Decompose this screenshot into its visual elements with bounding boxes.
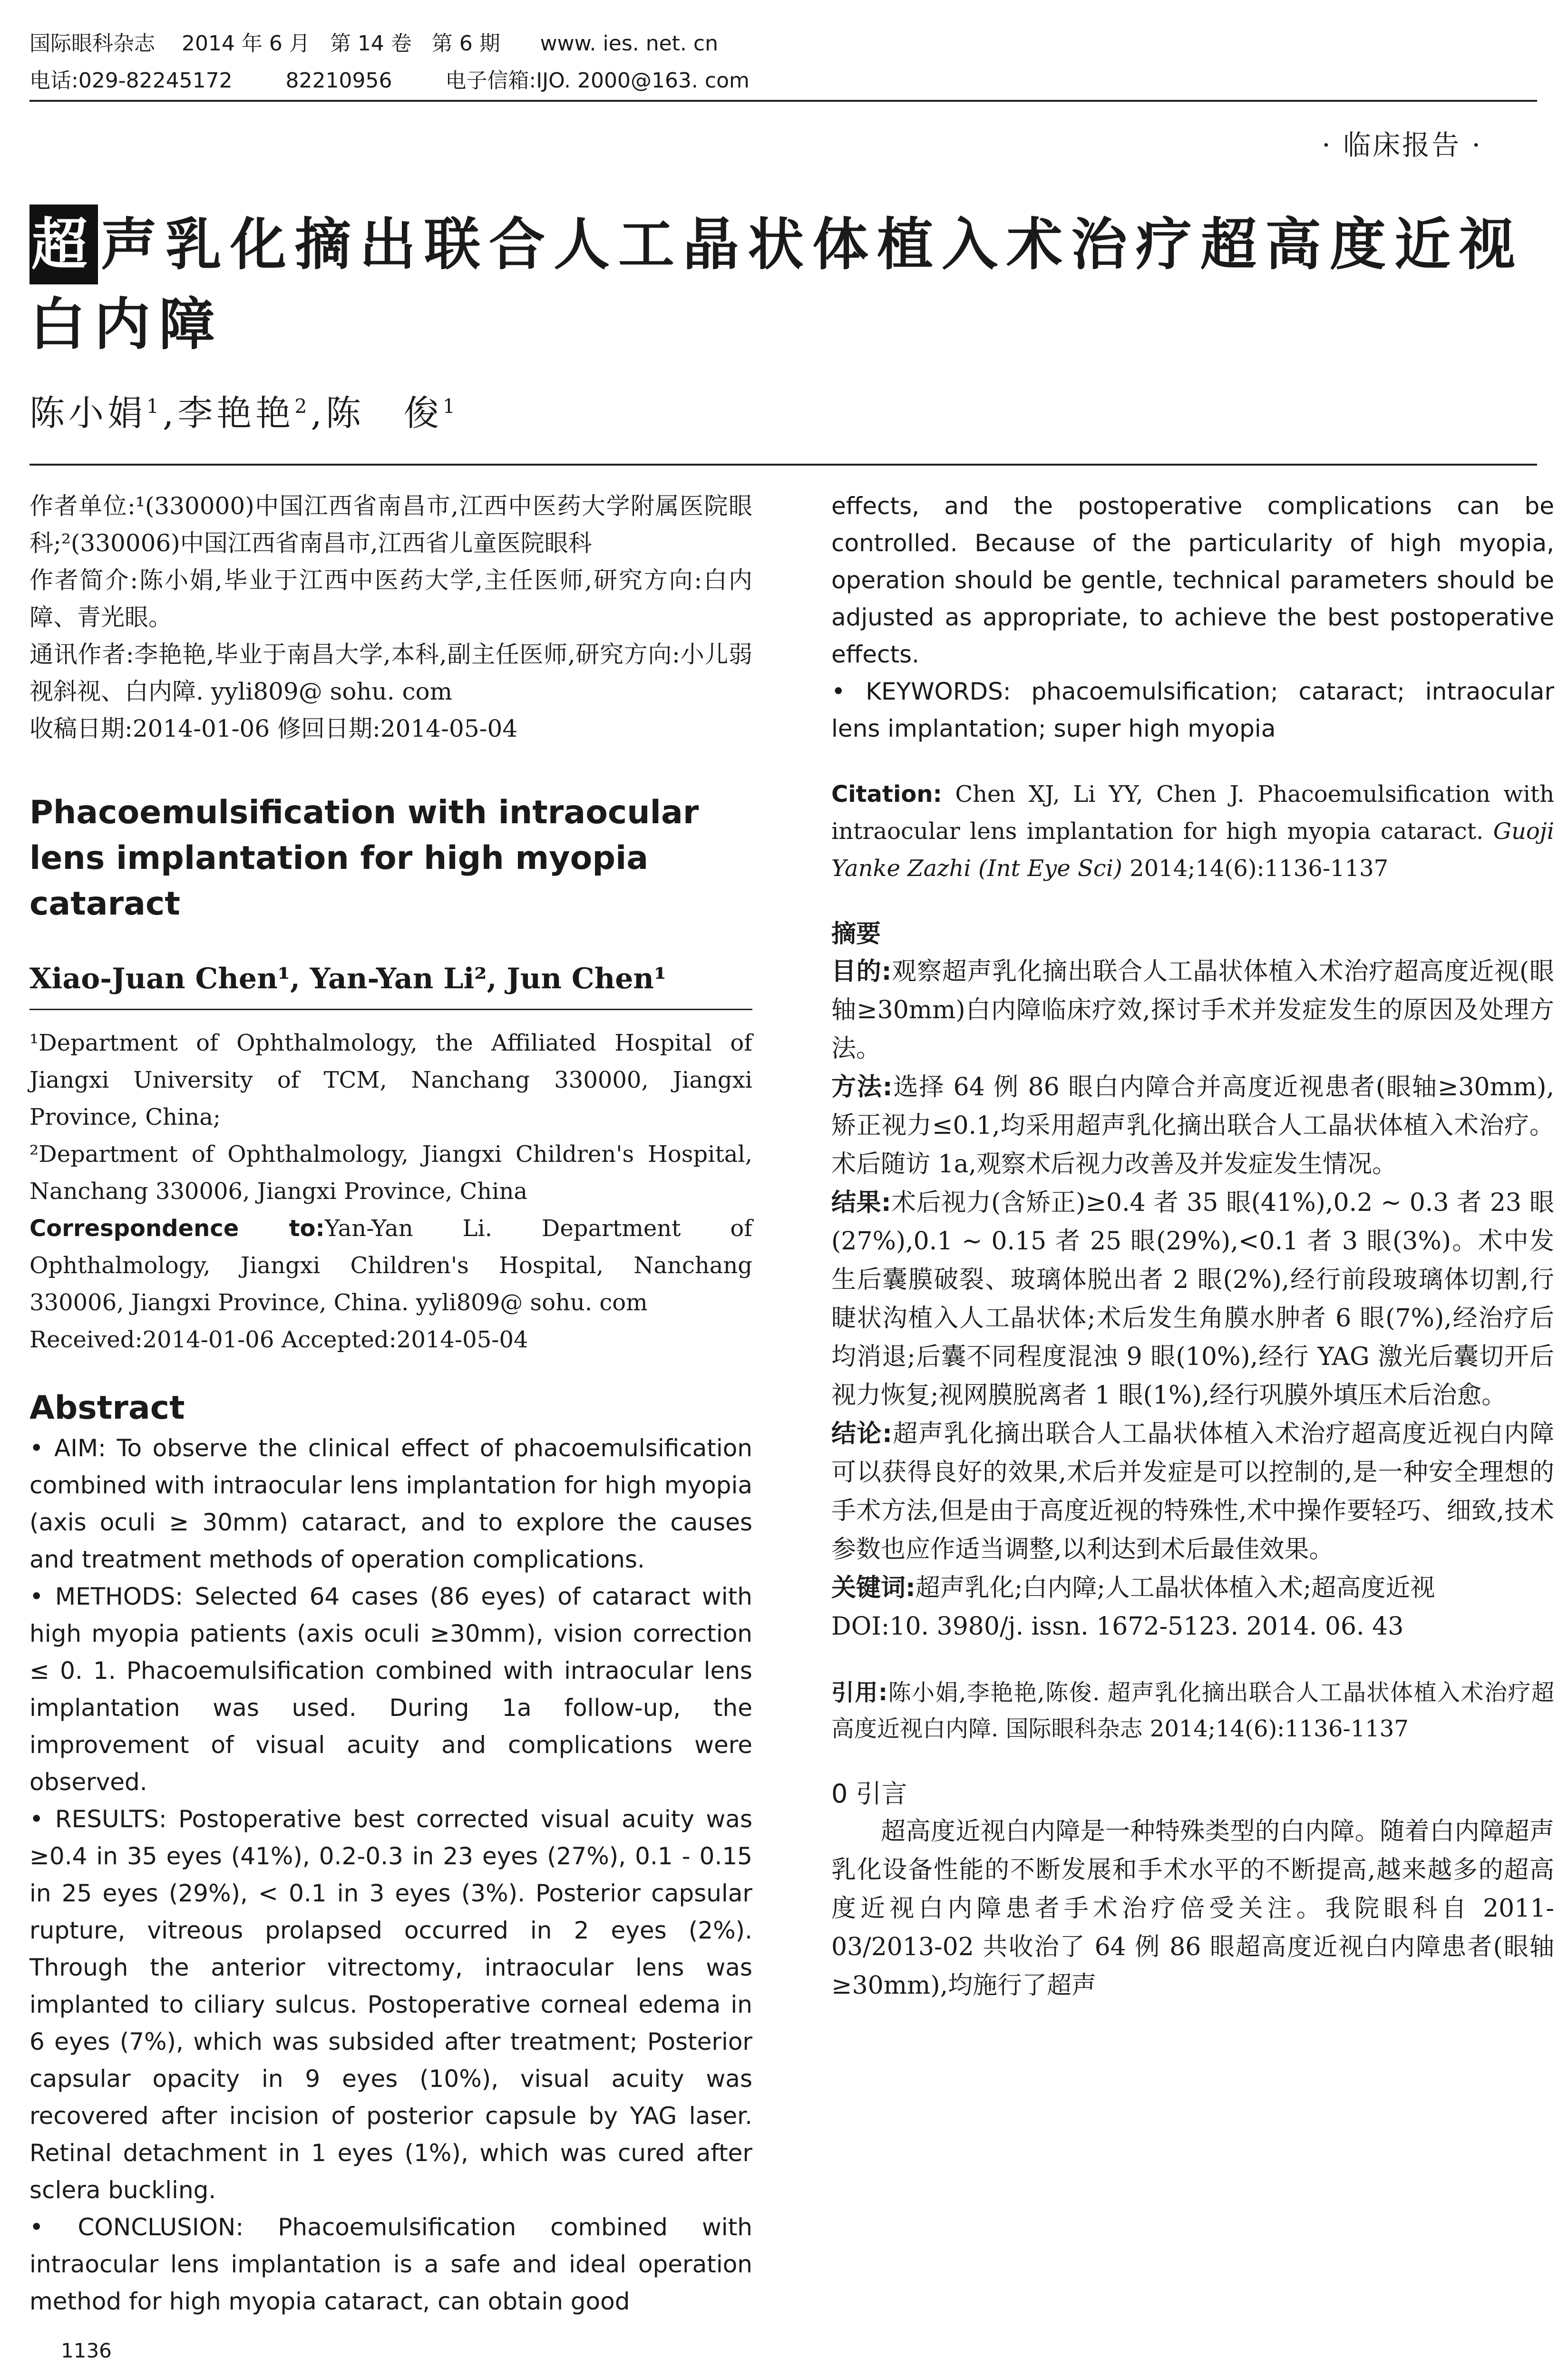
- page-number: 1136: [61, 2339, 112, 2362]
- abstract-cn-results-text: 术后视力(含矫正)≥0.4 者 35 眼(41%),0.2 ~ 0.3 者 23 眼(27%),0.1 ~ 0.15 者 25 眼(29%),<0.1 者 3 眼(3%)。术中发生后囊膜破裂、玻璃体脱出者 2 眼(2%),经行前段玻璃体切割,行睫状沟植入人工晶状体;术后发生角膜水肿者 6 眼(7%),经治疗后均消退;后囊不同程度混浊 9 眼(10%),经行 YAG 激光后囊切开后视力恢复;视网膜脱离者 1 眼(1%),经行巩膜外填压术后治愈。: [831, 1188, 1554, 1410]
- abstract-heading: Abstract: [29, 1389, 185, 1427]
- header-rule: [29, 100, 1537, 102]
- citation-en-text: Chen XJ, Li YY, Chen J. Phacoemulsification with intraocular lens implantation for high myopia cataract.: [831, 781, 1554, 845]
- citation-cn-text: 陈小娟,李艳艳,陈俊. 超声乳化摘出联合人工晶状体植入术治疗超高度近视白内障. 国际眼科杂志 2014;14(6):1136-1137: [831, 1679, 1554, 1742]
- title-text: 声乳化摘出联合人工晶状体植入术治疗超高度近视白内障: [29, 212, 1524, 357]
- intro-heading: 0 引言: [831, 1779, 907, 1809]
- abstract-results: • RESULTS: Postoperative best corrected visual acuity was ≥0.4 in 35 eyes (41%), 0.2-0.3 in 23 eyes (27%), 0.1 - 0.15 in 25 eyes (29%), < 0.1 in 3 eyes (3%). Posterior capsular rupture, vitreous prolapsed occurred in 2 eyes (2%). Through the anterior vitrectomy, intraocular lens was implanted to ciliary sulcus. Postoperative corneal edema in 6 eyes (7%), which was subsided after treatment; Posterior capsular opacity in 9 eyes (10%), visual acuity was recovered after incision of posterior capsule by YAG laser. Retinal detachment in 1 eyes (1%), which was cured after sclera buckling.: [29, 1805, 752, 2204]
- author-1: 陈小娟: [29, 393, 146, 434]
- authors-divider: [29, 997, 752, 1010]
- received-accepted-en: Received:2014-01-06 Accepted:2014-05-04: [29, 1326, 528, 1353]
- abstract-cn-conclusion-text: 超声乳化摘出联合人工晶状体植入术治疗超高度近视白内障可以获得良好的效果,术后并发症是可以控制的,是一种安全理想的手术方法,但是由于高度近视的特殊性,术中操作要轻巧、细致,技术参数也应作适当调整,以利达到术后最佳效果。: [831, 1420, 1554, 1564]
- citation-en-label: Citation:: [831, 781, 942, 808]
- abstract-cn-results: [831, 1184, 1554, 1415]
- correspondence-en: [29, 1210, 752, 1321]
- abstract-cn: [831, 916, 1554, 1646]
- author-3: 陈 俊: [325, 393, 443, 434]
- journal-header-line-1: 国际眼科杂志 2014 年 6 月 第 14 卷 第 6 期 www. ies. net. cn: [29, 31, 718, 56]
- abstract-cn-keywords-text: 超声乳化;白内障;人工晶状体植入术;超高度近视: [915, 1574, 1435, 1602]
- author-affiliation-cn: 作者单位:¹(330000)中国江西省南昌市,江西中医药大学附属医院眼科;²(330006)中国江西省南昌市,江西省儿童医院眼科: [29, 492, 752, 557]
- abstract-cn-aim: [831, 953, 1554, 1068]
- abstract-cn-results-label: 结果:: [831, 1188, 891, 1217]
- dates-cn: 收稿日期:2014-01-06 修回日期:2014-05-04: [29, 715, 518, 742]
- abstract-cn-keywords: [831, 1569, 1554, 1607]
- author-3-sup: 1: [442, 395, 459, 418]
- author-sep: ,: [162, 393, 178, 434]
- right-column: [831, 487, 1554, 2005]
- citation-cn: [831, 1675, 1554, 1747]
- abstract-cn-keywords-label: 关键词:: [831, 1574, 915, 1602]
- abstract-conclusion-part1: • CONCLUSION: Phacoemulsification combined with intraocular lens implantation is a safe and ideal operation method for high myopia cataract, can obtain good: [29, 2213, 752, 2315]
- author-info-cn: [29, 487, 752, 747]
- abstract-aim: • AIM: To observe the clinical effect of phacoemulsification combined with intraocular lens implantation for high myopia (axis oculi ≥ 30mm) cataract, and to explore the causes and treatment methods of operation complications.: [29, 1434, 752, 1573]
- english-authors: Xiao-Juan Chen¹, Yan-Yan Li², Jun Chen¹: [29, 962, 667, 995]
- citation-en: [831, 776, 1554, 887]
- correspondence-label: Correspondence to:: [29, 1215, 325, 1242]
- author-1-sup: 1: [146, 395, 163, 418]
- author-2: 李艳艳: [177, 393, 295, 434]
- abstract-cn-conclusion: [831, 1415, 1554, 1569]
- author-sep: ,: [311, 393, 326, 434]
- citation-en-end: 2014;14(6):1136-1137: [1122, 855, 1389, 882]
- citation-cn-label: 引用:: [831, 1679, 888, 1706]
- author-2-sup: 2: [294, 395, 311, 418]
- authors-cn: [29, 385, 459, 436]
- citation-en-journal: Guoji Yanke Zazhi (Int Eye Sci): [831, 818, 1554, 882]
- left-column: [29, 487, 752, 2320]
- abstract-cn-methods: [831, 1068, 1554, 1184]
- section-label: · 临床报告 ·: [1322, 129, 1482, 161]
- affiliation-en-2: ²Department of Ophthalmology, Jiangxi Children's Hospital, Nanchang 330006, Jiangxi Province, China: [29, 1141, 752, 1205]
- abstract-cn-methods-label: 方法:: [831, 1073, 893, 1101]
- affiliation-en-1: ¹Department of Ophthalmology, the Affiliated Hospital of Jiangxi University of TCM, Nanchang 330000, Jiangxi Province, China;: [29, 1030, 752, 1130]
- abstract-cn-methods-text: 选择 64 例 86 眼白内障合并高度近视患者(眼轴≥30mm),矫正视力≤0.1,均采用超声乳化摘出联合人工晶状体植入术治疗。术后随访 1a,观察术后视力改善及并发症发生情况。: [831, 1073, 1554, 1179]
- english-title: Phacoemulsification with intraocular lens implantation for high myopia cataract: [29, 794, 699, 923]
- author-bio-cn: 作者简介:陈小娟,毕业于江西中医药大学,主任医师,研究方向:白内障、青光眼。: [29, 566, 752, 631]
- corresponding-author-cn: 通讯作者:李艳艳,毕业于南昌大学,本科,副主任医师,研究方向:小儿弱视斜视、白内障. yyli809@ sohu. com: [29, 641, 752, 705]
- abstract-keywords: • KEYWORDS: phacoemulsification; cataract; intraocular lens implantation; super high myopia: [831, 678, 1554, 742]
- article-title: [29, 205, 1551, 364]
- abstract-cn-aim-label: 目的:: [831, 957, 892, 986]
- abstract-cn-aim-text: 观察超声乳化摘出联合人工晶状体植入术治疗超高度近视(眼轴≥30mm)白内障临床疗效,探讨手术并发症发生的原因及处理方法。: [831, 957, 1554, 1063]
- abstract-methods: • METHODS: Selected 64 cases (86 eyes) of cataract with high myopia patients (axis oculi ≥30mm), vision correction ≤ 0. 1. Phacoemulsification combined with intraocular lens implantation was used. During 1a follow-up, the improvement of visual acuity and complications were observed.: [29, 1583, 752, 1796]
- abstract-conclusion-part2: effects, and the postoperative complications can be controlled. Because of the particularity of high myopia, operation should be gentle, technical parameters should be adjusted as appropriate, to achieve the best postoperative effects.: [831, 492, 1554, 668]
- correspondence-text: Yan-Yan Li. Department of Ophthalmology, Jiangxi Children's Hospital, Nanchang 330006, Jiangxi Province, China. yyli809@ sohu. com: [29, 1215, 752, 1316]
- abstract-cn-conclusion-label: 结论:: [831, 1420, 892, 1448]
- doi: DOI:10. 3980/j. issn. 1672-5123. 2014. 06. 43: [831, 1612, 1404, 1641]
- intro-text: 超高度近视白内障是一种特殊类型的白内障。随着白内障超声乳化设备性能的不断发展和手术水平的不断提高,越来越多的超高度近视白内障患者手术治疗倍受关注。我院眼科自 2011-03/2013-02 共收治了 64 例 86 眼超高度近视白内障患者(眼轴≥30mm),均施行了超声: [831, 1817, 1554, 2000]
- journal-header-line-2: 电话:029-82245172 82210956 电子信箱:IJO. 2000@163. com: [29, 68, 750, 93]
- authors-rule: [29, 464, 1537, 466]
- title-highlight-char: 超: [29, 205, 98, 284]
- abstract-cn-heading: 摘要: [831, 920, 881, 948]
